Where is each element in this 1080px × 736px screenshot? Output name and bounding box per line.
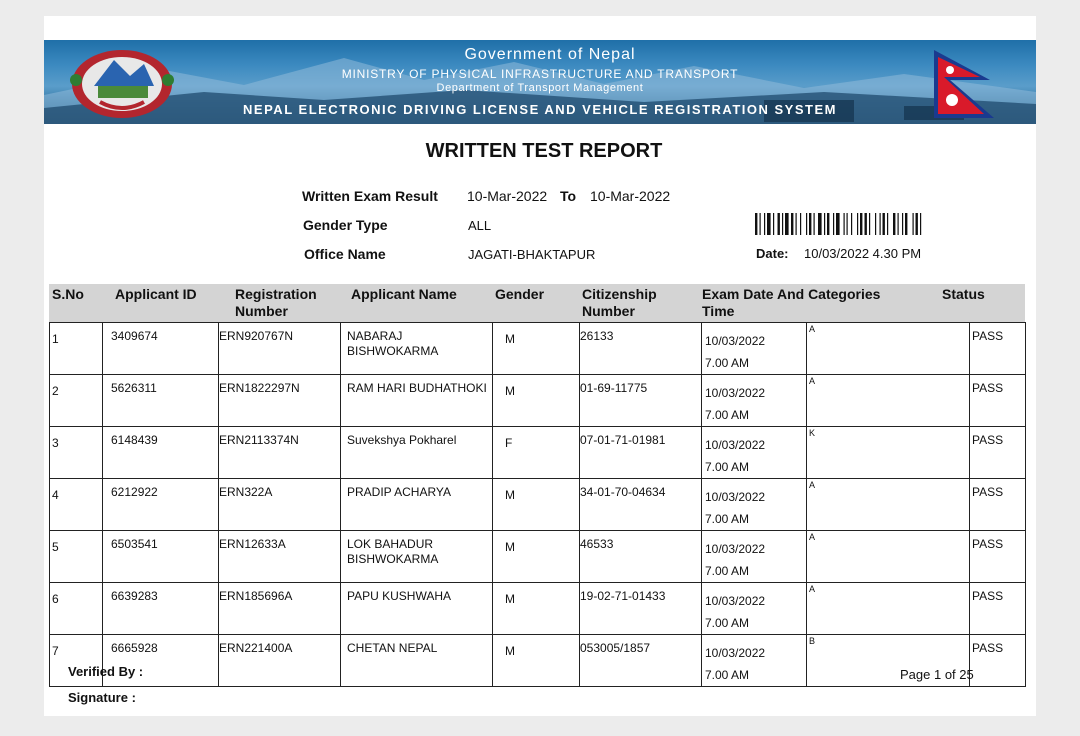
cell-status: PASS [972,485,1004,499]
cell-category: K [809,428,816,438]
exam-date: 10/03/2022 [705,334,766,348]
cell-exam-date [702,635,806,686]
cell-category: A [809,376,816,386]
col-citizenship: Citizenship Number [582,286,657,319]
cell-category: B [809,636,816,646]
cell-applicant-id: 3409674 [111,329,158,343]
cell-applicant-id: 6148439 [111,433,158,447]
office-name-value: JAGATI-BHAKTAPUR [468,247,596,262]
cell-sno: 4 [52,488,59,502]
cell-registration: ERN221400A [219,641,293,655]
cell-category: A [809,480,816,490]
cell-citizenship: 34-01-70-04634 [580,485,666,499]
gov-title: Government of Nepal [464,46,636,63]
table-row [50,583,1026,635]
table-row [50,479,1026,531]
exam-date: 10/03/2022 [705,386,766,400]
to-label: To [560,188,577,204]
cell-applicant-id: 5626311 [111,381,157,395]
header-banner [44,40,1036,124]
results-table [49,322,1026,687]
signature-label: Signature : [68,690,136,705]
cell-status: PASS [972,381,1004,395]
gender-type-label: Gender Type [303,217,388,233]
exam-date: 10/03/2022 [705,438,766,452]
exam-time: 7.00 AM [705,564,750,578]
cell-sno: 7 [52,644,59,658]
to-date: 10-Mar-2022 [590,188,671,204]
cell-category: A [809,584,816,594]
verified-by-label: Verified By : [68,664,144,679]
cell-status: PASS [972,537,1004,551]
cell-applicant-name: PRADIP ACHARYA [347,485,452,499]
cell-registration: ERN185696A [219,589,293,603]
cell-sno: 5 [52,540,59,554]
table-row [50,375,1026,427]
cell-category: A [809,324,816,334]
col-sno: S.No [52,286,84,302]
report-title: WRITTEN TEST REPORT [425,140,663,162]
cell-citizenship: 19-02-71-01433 [580,589,666,603]
table-header [49,284,1025,322]
barcode-icon [755,213,959,235]
cell-applicant-name: Suvekshya Pokharel [347,433,457,447]
cell-citizenship: 46533 [580,537,614,551]
cell-sno: 2 [52,384,59,398]
exam-result-label: Written Exam Result [302,188,438,204]
cell-category: A [809,532,816,542]
cell-citizenship: 053005/1857 [580,641,651,655]
cell-gender: M [505,384,515,398]
exam-time: 7.00 AM [705,512,750,526]
cell-applicant-name: RAM HARI BUDHATHOKI [347,381,487,395]
cell-citizenship: 07-01-71-01981 [580,433,666,447]
cell-applicant-id: 6665928 [111,641,158,655]
cell-registration: ERN1822297N [219,381,300,395]
nepal-flag-icon [928,46,1008,122]
exam-time: 7.00 AM [705,408,750,422]
cell-sno: 6 [52,592,59,606]
cell-applicant-name: PAPU KUSHWAHA [347,589,452,603]
cell-exam-date [702,479,806,530]
date-value: 10/03/2022 4.30 PM [804,246,922,261]
cell-status: PASS [972,641,1004,655]
cell-applicant-name: CHETAN NEPAL [347,641,438,655]
table-row [50,323,1026,375]
col-exam: Exam Date And Categories Time [702,286,881,319]
cell-exam-date [702,323,806,374]
col-registration: Registration Number [235,286,317,319]
exam-time: 7.00 AM [705,668,750,682]
cell-registration: ERN12633A [219,537,286,551]
cell-exam-date [702,375,806,426]
table-row [50,531,1026,583]
col-status: Status [942,286,985,302]
cell-gender: M [505,332,515,346]
cell-registration: ERN322A [219,485,273,499]
col-gender: Gender [495,286,545,302]
cell-applicant-name: LOK BAHADUR BISHWOKARMA [347,537,439,566]
exam-date: 10/03/2022 [705,490,766,504]
cell-applicant-id: 6639283 [111,589,158,603]
cell-exam-date [702,427,806,478]
system-title: NEPAL ELECTRONIC DRIVING LICENSE AND VEHICLE REGISTRATION SYSTEM [243,102,837,117]
cell-sno: 1 [52,332,59,346]
cell-sno: 3 [52,436,59,450]
cell-exam-date [702,531,806,582]
gender-type-value: ALL [468,218,492,233]
cell-citizenship: 26133 [580,329,614,343]
exam-time: 7.00 AM [705,616,750,630]
cell-registration: ERN2113374N [219,433,299,447]
cell-status: PASS [972,433,1004,447]
cell-registration: ERN920767N [219,329,294,343]
ministry-title: MINISTRY OF PHYSICAL INFRASTRUCTURE AND TRANSPORT [341,67,739,81]
cell-exam-date [702,583,806,634]
cell-status: PASS [972,329,1004,343]
date-label: Date: [756,246,789,261]
cell-gender: F [505,436,513,450]
department-title: Department of Transport Management [436,82,644,94]
from-date: 10-Mar-2022 [467,188,548,204]
office-name-label: Office Name [304,246,386,262]
cell-gender: M [505,540,515,554]
exam-time: 7.00 AM [705,460,750,474]
cell-gender: M [505,488,515,502]
cell-gender: M [505,592,515,606]
cell-applicant-id: 6212922 [111,485,158,499]
exam-date: 10/03/2022 [705,542,766,556]
cell-applicant-id: 6503541 [111,537,158,551]
exam-date: 10/03/2022 [705,594,766,608]
col-applicant-name: Applicant Name [351,286,457,302]
col-applicant-id: Applicant ID [115,286,197,302]
cell-citizenship: 01-69-11775 [580,381,648,395]
cell-status: PASS [972,589,1004,603]
exam-date: 10/03/2022 [705,646,766,660]
cell-gender: M [505,644,515,658]
exam-time: 7.00 AM [705,356,750,370]
table-row [50,635,1026,687]
page-indicator: Page 1 of 25 [900,667,974,682]
cell-applicant-name: NABARAJ BISHWOKARMA [347,329,439,358]
report-page [44,16,1036,716]
table-row [50,427,1026,479]
